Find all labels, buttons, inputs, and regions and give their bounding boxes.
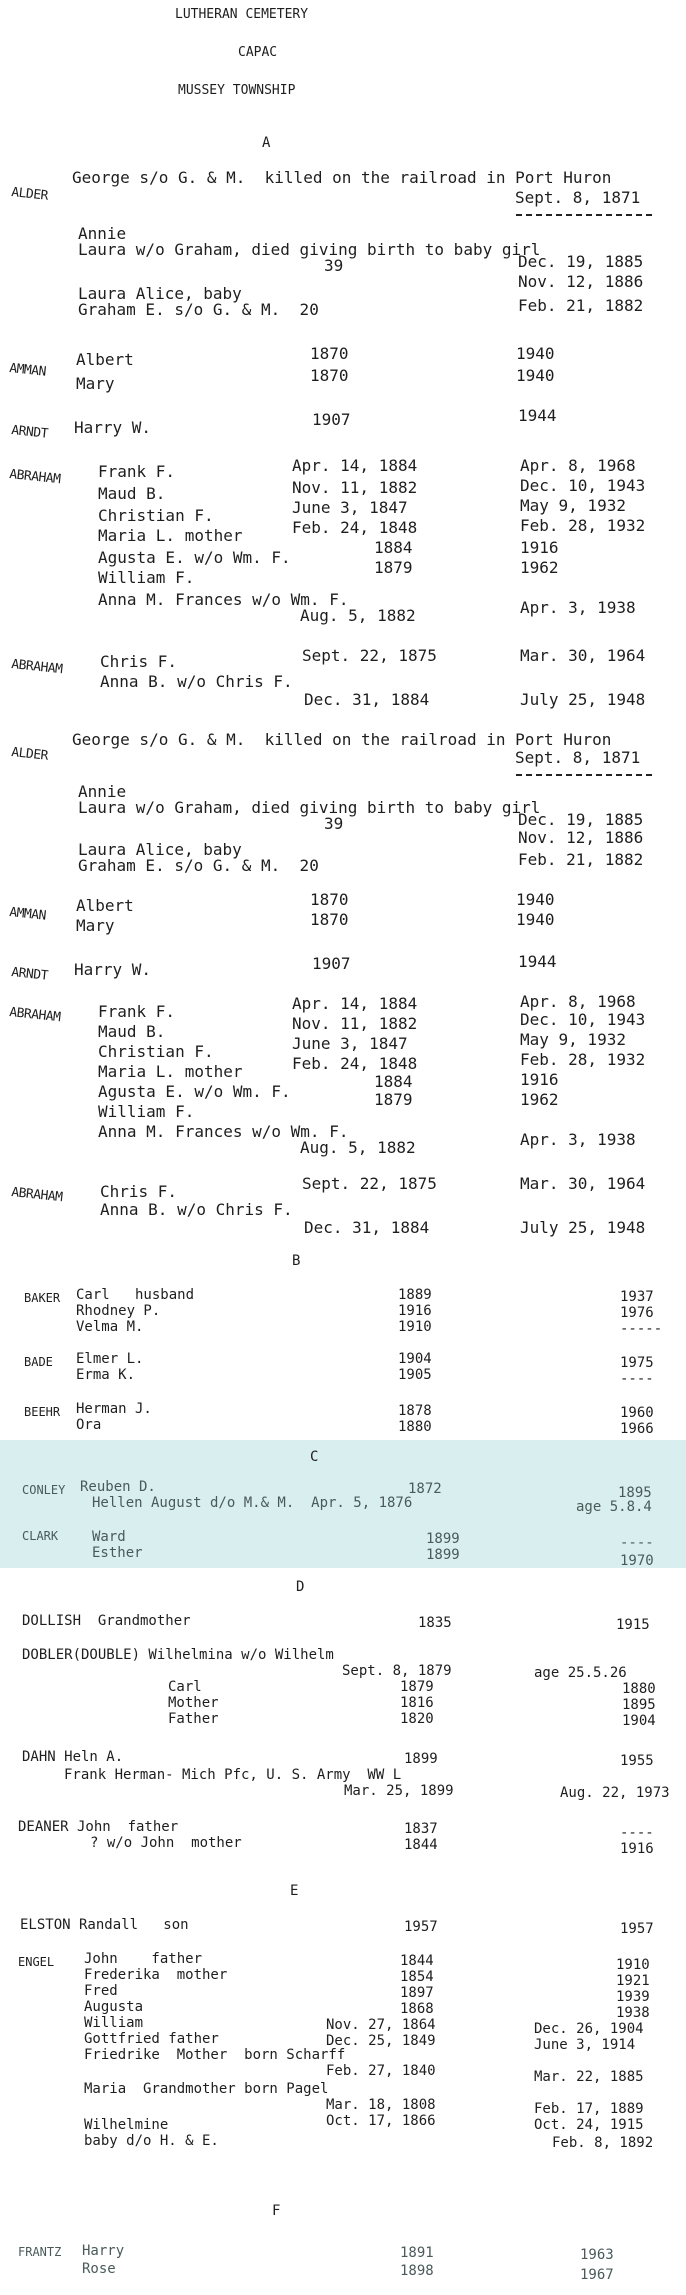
entry-dollish-death: 1915 [616,1617,650,1633]
section-letter-f: F [272,2203,281,2219]
entry-rhodney-death: 1976 [620,1305,654,1321]
surname-conley: CONLEY [22,1483,66,1497]
entry-john-death: 1910 [616,1957,650,1973]
entry-wilhelmine: Wilhelmine [84,2117,169,2133]
section-letter-b: B [292,1253,301,1269]
section-letter-a: A [262,135,271,151]
entry-herman-death: 1960 [620,1405,654,1421]
entry-george: George s/o G. & M. killed on the railroad in Port Huron [72,168,612,187]
entry-augusta-death: 1938 [616,2005,650,2021]
entry-herman: Herman J. [76,1401,152,1417]
entry-dobler-father: Father [168,1711,219,1727]
entry-maria-death: Feb. 28, 1932 [520,516,646,535]
entry-anna-death: Apr. 3, 1938 [520,1130,636,1149]
entry-george: George s/o G. & M. killed on the railroad in Port Huron [72,730,612,749]
entry-anna-b: Anna B. w/o Chris F. [100,672,293,691]
surname-abraham: ABRAHAM [10,657,64,678]
entry-christian-birth: June 3, 1847 [292,1034,408,1053]
entry-chris-death: Mar. 30, 1964 [520,646,646,665]
entry-wilhelmine-birth: Oct. 17, 1866 [326,2113,436,2129]
entry-deaner-wife: ? w/o John mother [90,1835,242,1851]
entry-christian-death: May 9, 1932 [520,1030,626,1049]
entry-herman-birth: 1878 [398,1403,432,1419]
surname-abraham: ABRAHAM [8,1005,62,1026]
entry-maud-birth: Nov. 11, 1882 [292,478,418,497]
entry-agusta: Agusta E. w/o Wm. F. [98,548,291,567]
entry-william: William F. [98,568,195,587]
entry-frank-death: Apr. 8, 1968 [520,992,636,1011]
entry-dollish: DOLLISH Grandmother [22,1613,191,1629]
entry-elston-death: 1957 [620,1921,654,1937]
entry-deaner-death: ---- [620,1825,654,1841]
entry-graham-date: Feb. 21, 1882 [518,296,644,315]
entry-gottfried: Gottfried father [84,2031,219,2047]
entry-friedrike: Friedrike Mother born Scharff [84,2047,346,2063]
entry-harry: Harry W. [74,960,152,979]
entry-mary-birth: 1870 [310,910,349,929]
entry-baby: baby d/o H. & E. [84,2133,219,2149]
entry-mary-death: 1940 [516,366,555,385]
entry-mary-death: 1940 [516,910,555,929]
entry-john-birth: 1844 [400,1953,434,1969]
divider-dashes [516,774,652,776]
entry-agusta-death: 1916 [520,1070,559,1089]
entry-dobler-father-birth: 1820 [400,1711,434,1727]
entry-maria-engel-death: Feb. 17, 1889 [534,2101,644,2117]
entry-christian-death: May 9, 1932 [520,496,626,515]
surname-clark: CLARK [22,1529,59,1543]
entry-erma-death: ---- [620,1371,654,1387]
entry-anna-birth: Aug. 5, 1882 [300,606,416,625]
entry-anna-b-birth: Dec. 31, 1884 [304,690,430,709]
entry-velma-birth: 1910 [398,1319,432,1335]
entry-velma: Velma M. [76,1319,144,1335]
entry-maria-engel: Maria Grandmother born Pagel [84,2081,329,2097]
entry-deaner-wife-death: 1916 [620,1841,654,1857]
entry-anna-b-birth: Dec. 31, 1884 [304,1218,430,1237]
entry-laura-alice: Laura Alice, baby [78,840,242,859]
entry-frank-birth: Apr. 14, 1884 [292,456,418,475]
entry-frank-herman-death: Aug. 22, 1973 [560,1785,670,1801]
entry-frank-death: Apr. 8, 1968 [520,456,636,475]
entry-rose-birth: 1898 [400,2263,434,2279]
entry-laura-date: Dec. 19, 1885 [518,252,644,271]
surname-alder: ALDER [10,185,49,204]
entry-graham: Graham E. s/o G. & M. 20 [78,856,319,875]
entry-christian: Christian F. [98,1042,214,1061]
entry-albert: Albert [76,350,134,369]
entry-dobler-father-death: 1904 [622,1713,656,1729]
entry-albert-birth: 1870 [310,344,349,363]
surname-frantz: FRANTZ [18,2245,62,2259]
entry-dobler-mother: Mother [168,1695,219,1711]
entry-dobler-carl-birth: 1879 [400,1679,434,1695]
entry-anna-b-death: July 25, 1948 [520,690,646,709]
entry-christian-birth: June 3, 1847 [292,498,408,517]
entry-agusta-birth: 1884 [374,1072,413,1091]
entry-reuben-birth: 1872 [408,1481,442,1497]
entry-baby-death: Feb. 8, 1892 [552,2135,654,2151]
entry-rose: Rose [82,2261,116,2277]
surname-baker: BAKER [24,1291,61,1305]
entry-maud: Maud B. [98,1022,166,1041]
entry-harry-birth: 1907 [312,410,351,429]
entry-dahn: DAHN Heln A. [22,1749,124,1765]
entry-maud-death: Dec. 10, 1943 [520,1010,646,1029]
entry-annie: Annie [78,782,127,801]
entry-frederika: Frederika mother [84,1967,228,1983]
entry-elston: ELSTON Randall son [20,1917,189,1933]
section-letter-c: C [310,1449,319,1465]
entry-frederika-death: 1921 [616,1973,650,1989]
entry-erma-birth: 1905 [398,1367,432,1383]
entry-laura-age: 39 [324,256,344,275]
entry-anna: Anna M. Frances w/o Wm. F. [98,590,349,609]
entry-agusta: Agusta E. w/o Wm. F. [98,1082,291,1101]
entry-chris-birth: Sept. 22, 1875 [302,1174,437,1193]
entry-rose-death: 1967 [580,2267,614,2283]
entry-george-date: Sept. 8, 1871 [515,188,641,207]
entry-fred-birth: 1897 [400,1985,434,2001]
entry-maria: Maria L. mother [98,526,243,545]
entry-mary: Mary [76,916,115,935]
entry-chris: Chris F. [100,1182,178,1201]
entry-frank-herman: Frank Herman- Mich Pfc, U. S. Army WW L [64,1767,402,1783]
entry-carl: Carl husband [76,1287,195,1303]
document-title: LUTHERAN CEMETERY [175,7,309,22]
entry-dobler-carl: Carl [168,1679,202,1695]
entry-william-birth: 1879 [374,558,413,577]
divider-dashes [516,214,652,216]
entry-elston-birth: 1957 [404,1919,438,1935]
entry-ward-birth: 1899 [426,1531,460,1547]
entry-annie: Annie [78,224,127,243]
section-letter-e: E [290,1883,299,1899]
entry-mary-birth: 1870 [310,366,349,385]
surname-amman: AMMAN [8,905,47,924]
entry-fred-death: 1939 [616,1989,650,2005]
entry-hellen-age: age 5.8.4 [576,1499,652,1515]
entry-harry-frantz-death: 1963 [580,2247,614,2263]
entry-maria-engel-birth: Mar. 18, 1808 [326,2097,436,2113]
entry-william-engel-death: Dec. 26, 1904 [534,2021,644,2037]
entry-chris-birth: Sept. 22, 1875 [302,646,437,665]
surname-arndt: ARNDT [10,965,49,984]
entry-gottfried-birth: Dec. 25, 1849 [326,2033,436,2049]
entry-william-death: 1962 [520,1090,559,1109]
entry-chris-death: Mar. 30, 1964 [520,1174,646,1193]
entry-harry-frantz: Harry [82,2243,125,2259]
entry-elmer-birth: 1904 [398,1351,432,1367]
township-name: MUSSEY TOWNSHIP [178,83,296,98]
entry-harry-birth: 1907 [312,954,351,973]
entry-laura-alice-date: Nov. 12, 1886 [518,828,644,847]
entry-harry: Harry W. [74,418,152,437]
entry-anna-b-death: July 25, 1948 [520,1218,646,1237]
entry-mary: Mary [76,374,115,393]
section-letter-d: D [296,1579,305,1595]
surname-bade: BADE [24,1355,53,1369]
entry-esther-birth: 1899 [426,1547,460,1563]
entry-harry-death: 1944 [518,406,557,425]
entry-deaner: DEANER John father [18,1819,179,1835]
entry-maria-death: Feb. 28, 1932 [520,1050,646,1069]
entry-reuben: Reuben D. [80,1479,156,1495]
entry-william: William F. [98,1102,195,1121]
entry-anna-b: Anna B. w/o Chris F. [100,1200,293,1219]
entry-rhodney: Rhodney P. [76,1303,161,1319]
entry-elmer-death: 1975 [620,1355,654,1371]
entry-albert-death: 1940 [516,344,555,363]
entry-maria-birth: Feb. 24, 1848 [292,1054,418,1073]
entry-frederika-birth: 1854 [400,1969,434,1985]
entry-harry-death: 1944 [518,952,557,971]
entry-dobler-mother-death: 1895 [622,1697,656,1713]
entry-graham-date: Feb. 21, 1882 [518,850,644,869]
entry-frank-herman-birth: Mar. 25, 1899 [344,1783,454,1799]
surname-amman: AMMAN [8,361,47,380]
entry-agusta-death: 1916 [520,538,559,557]
entry-dobler-mother-birth: 1816 [400,1695,434,1711]
place-name: CAPAC [238,45,278,60]
entry-deaner-birth: 1837 [404,1821,438,1837]
entry-dobler: DOBLER(DOUBLE) Wilhelmina w/o Wilhelm [22,1647,334,1663]
entry-ora: Ora [76,1417,102,1433]
entry-ora-death: 1966 [620,1421,654,1437]
entry-albert-death: 1940 [516,890,555,909]
surname-abraham: ABRAHAM [8,467,62,488]
entry-maria: Maria L. mother [98,1062,243,1081]
entry-laura-date: Dec. 19, 1885 [518,810,644,829]
entry-agusta-birth: 1884 [374,538,413,557]
entry-dobler-carl-death: 1880 [622,1681,656,1697]
entry-graham: Graham E. s/o G. & M. 20 [78,300,319,319]
entry-laura-alice: Laura Alice, baby [78,284,242,303]
entry-elmer: Elmer L. [76,1351,144,1367]
entry-dobler-birth: Sept. 8, 1879 [342,1663,452,1679]
entry-esther-death: 1970 [620,1553,654,1569]
entry-albert-birth: 1870 [310,890,349,909]
entry-maria-birth: Feb. 24, 1848 [292,518,418,537]
entry-dahn-birth: 1899 [404,1751,438,1767]
entry-laura: Laura w/o Graham, died giving birth to baby girl [78,240,541,259]
entry-dollish-birth: 1835 [418,1615,452,1631]
surname-arndt: ARNDT [10,423,49,442]
entry-laura-age: 39 [324,814,344,833]
entry-william-engel: William [84,2015,144,2031]
entry-friedrike-birth: Feb. 27, 1840 [326,2063,436,2079]
entry-john: John father [84,1951,203,1967]
entry-rhodney-birth: 1916 [398,1303,432,1319]
entry-chris: Chris F. [100,652,178,671]
entry-friedrike-death: Mar. 22, 1885 [534,2069,644,2085]
entry-christian: Christian F. [98,506,214,525]
entry-frank: Frank F. [98,462,176,481]
surname-alder: ALDER [10,745,49,764]
entry-hellen: Hellen August d/o M.& M. Apr. 5, 1876 [92,1495,413,1511]
entry-ora-birth: 1880 [398,1419,432,1435]
entry-laura-alice-date: Nov. 12, 1886 [518,272,644,291]
entry-esther: Esther [92,1545,143,1561]
entry-augusta: Augusta [84,1999,144,2015]
entry-gottfried-death: June 3, 1914 [534,2037,636,2053]
entry-dahn-death: 1955 [620,1753,654,1769]
entry-fred: Fred [84,1983,118,1999]
entry-erma: Erma K. [76,1367,136,1383]
surname-beehr: BEEHR [24,1405,61,1419]
entry-maud: Maud B. [98,484,166,503]
entry-maud-birth: Nov. 11, 1882 [292,1014,418,1033]
entry-william-birth: 1879 [374,1090,413,1109]
surname-engel: ENGEL [18,1955,55,1969]
entry-dobler-age: age 25.5.26 [534,1665,627,1681]
entry-carl-death: 1937 [620,1289,654,1305]
entry-wilhelmine-death: Oct. 24, 1915 [534,2117,644,2133]
entry-anna-birth: Aug. 5, 1882 [300,1138,416,1157]
entry-william-death: 1962 [520,558,559,577]
entry-velma-death: ----- [620,1321,663,1337]
entry-deaner-wife-birth: 1844 [404,1837,438,1853]
entry-anna: Anna M. Frances w/o Wm. F. [98,1122,349,1141]
entry-reuben-death: 1895 [618,1485,652,1501]
entry-ward: Ward [92,1529,126,1545]
entry-carl-birth: 1889 [398,1287,432,1303]
entry-william-engel-birth: Nov. 27, 1864 [326,2017,436,2033]
entry-frank: Frank F. [98,1002,176,1021]
entry-anna-death: Apr. 3, 1938 [520,598,636,617]
surname-abraham: ABRAHAM [10,1185,64,1206]
entry-augusta-birth: 1868 [400,2001,434,2017]
entry-harry-frantz-birth: 1891 [400,2245,434,2261]
entry-ward-death: ---- [620,1535,654,1551]
entry-laura: Laura w/o Graham, died giving birth to baby girl [78,798,541,817]
entry-albert: Albert [76,896,134,915]
entry-maud-death: Dec. 10, 1943 [520,476,646,495]
entry-george-date: Sept. 8, 1871 [515,748,641,767]
entry-frank-birth: Apr. 14, 1884 [292,994,418,1013]
